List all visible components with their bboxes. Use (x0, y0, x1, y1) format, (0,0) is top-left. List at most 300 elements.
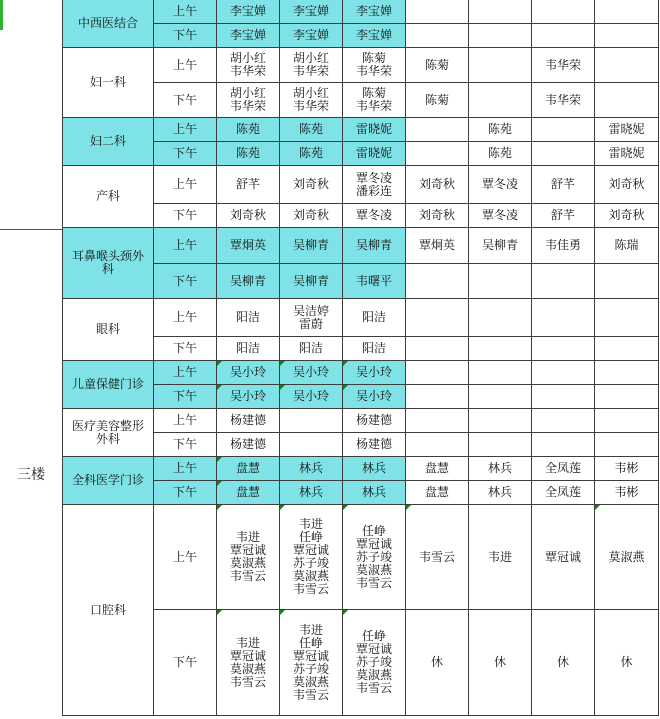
doctor-cell (595, 433, 659, 457)
doctor-name: 李宝婵 (292, 4, 329, 18)
doctor-name: 覃冬凌 (355, 170, 392, 185)
doctor-name: 李宝婵 (229, 4, 266, 18)
doctor-cell (595, 505, 659, 610)
doctor-cell (217, 481, 280, 505)
doctor-cell (280, 48, 343, 83)
doctor-cell (343, 264, 406, 299)
doctor-name: 阳洁 (361, 341, 386, 355)
doctor-name: 林兵 (487, 485, 512, 499)
doctor-name: 莫淑燕 (355, 668, 392, 682)
doctor-name: 阳洁 (235, 341, 260, 355)
doctor-name: 雷晓妮 (608, 122, 645, 136)
doctor-cell (280, 204, 343, 228)
doctor-cell (595, 361, 659, 385)
doctor-cell (280, 457, 343, 481)
doctor-name: 任峥 (298, 635, 323, 650)
doctor-cell (532, 457, 595, 481)
doctor-name: 陈瑞 (614, 238, 639, 252)
doctor-name: 韦华荣 (355, 99, 392, 113)
doctor-cell (406, 505, 469, 610)
doctor-cell (217, 299, 280, 337)
department-cell: 妇二科 (63, 118, 154, 166)
doctor-name: 覃冠诚 (292, 648, 329, 663)
period-cell: 下午 (154, 481, 217, 505)
doctor-name: 胡小红 (292, 86, 329, 100)
doctor-name: 盘慧 (235, 485, 260, 499)
doctor-cell (343, 166, 406, 204)
doctor-cell (343, 0, 406, 24)
doctor-name: 休 (556, 655, 569, 669)
doctor-cell (343, 505, 406, 610)
doctor-cell (280, 385, 343, 409)
doctor-name: 吴洁婷 (292, 303, 329, 318)
doctor-cell (595, 48, 659, 83)
doctor-cell (217, 385, 280, 409)
doctor-cell (595, 457, 659, 481)
doctor-cell (469, 204, 532, 228)
doctor-cell (469, 118, 532, 142)
doctor-cell (217, 0, 280, 24)
department-cell: 全科医学门诊 (63, 457, 154, 505)
doctor-cell (343, 142, 406, 166)
doctor-cell (217, 361, 280, 385)
doctor-cell (595, 481, 659, 505)
doctor-cell (280, 24, 343, 48)
doctor-cell (280, 361, 343, 385)
table-row (63, 228, 659, 264)
doctor-name: 任峥 (361, 523, 386, 538)
period-cell: 上午 (154, 299, 217, 337)
doctor-cell (217, 24, 280, 48)
doctor-cell (406, 83, 469, 118)
doctor-name: 雷蔚 (298, 316, 323, 331)
doctor-name: 陈苑 (235, 122, 260, 136)
doctor-cell (532, 83, 595, 118)
doctor-cell (595, 385, 659, 409)
doctor-cell (343, 299, 406, 337)
doctor-cell (595, 0, 659, 24)
period-cell: 上午 (154, 409, 217, 433)
doctor-name: 陈苑 (298, 146, 323, 160)
doctor-name: 刘奇秋 (608, 177, 645, 191)
doctor-cell (406, 264, 469, 299)
doctor-cell (595, 228, 659, 264)
doctor-name: 莫淑燕 (229, 556, 266, 570)
doctor-cell (595, 264, 659, 299)
doctor-cell (343, 48, 406, 83)
doctor-name: 覃冠诚 (355, 536, 392, 551)
doctor-cell (532, 24, 595, 48)
period-cell: 上午 (154, 48, 217, 83)
doctor-name: 苏子竣 (355, 655, 392, 669)
doctor-cell (532, 337, 595, 361)
doctor-cell (217, 409, 280, 433)
doctor-cell (343, 83, 406, 118)
doctor-cell (406, 481, 469, 505)
doctor-cell (280, 505, 343, 610)
doctor-name: 韦华荣 (292, 99, 329, 113)
period-cell: 下午 (154, 610, 217, 716)
doctor-cell (217, 505, 280, 610)
doctor-cell (406, 142, 469, 166)
doctor-cell (595, 610, 659, 716)
doctor-name: 覃冠诚 (292, 543, 329, 557)
doctor-cell (280, 118, 343, 142)
doctor-name: 刘奇秋 (292, 208, 329, 222)
doctor-name: 陈苑 (235, 146, 260, 160)
sheet-edge-marker (0, 0, 3, 30)
doctor-name: 雷晓妮 (608, 146, 645, 160)
doctor-cell (406, 118, 469, 142)
doctor-cell (406, 0, 469, 24)
doctor-cell (406, 337, 469, 361)
doctor-name: 杨建德 (229, 413, 266, 427)
doctor-cell (532, 433, 595, 457)
doctor-name: 舒芊 (550, 177, 575, 191)
table-row (63, 299, 659, 337)
table-row (63, 505, 659, 610)
doctor-cell (406, 166, 469, 204)
table-row (63, 118, 659, 142)
doctor-cell (343, 337, 406, 361)
doctor-cell (532, 204, 595, 228)
doctor-name: 吴小玲 (229, 389, 266, 403)
doctor-cell (280, 610, 343, 716)
period-cell: 上午 (154, 166, 217, 204)
doctor-name: 雷晓妮 (355, 122, 392, 136)
doctor-name: 覃炯英 (229, 238, 266, 252)
doctor-cell (343, 228, 406, 264)
doctor-name: 韦进 (298, 517, 323, 531)
doctor-name: 盘慧 (235, 461, 260, 475)
doctor-cell (217, 204, 280, 228)
doctor-name: 任峥 (298, 530, 323, 544)
doctor-cell (532, 0, 595, 24)
doctor-cell (217, 337, 280, 361)
doctor-cell (343, 361, 406, 385)
doctor-cell (280, 337, 343, 361)
period-cell: 下午 (154, 337, 217, 361)
doctor-name: 覃冠诚 (229, 543, 266, 557)
doctor-name: 吴小玲 (292, 365, 329, 379)
table-row (63, 166, 659, 204)
doctor-cell (280, 299, 343, 337)
department-cell: 中西医结合 (63, 0, 154, 48)
doctor-cell (532, 299, 595, 337)
doctor-name: 吴柳青 (229, 273, 266, 288)
doctor-name: 苏子竣 (292, 556, 329, 570)
period-cell: 上午 (154, 0, 217, 24)
doctor-name: 陈菊 (424, 92, 449, 107)
doctor-cell (532, 505, 595, 610)
doctor-name: 陈苑 (487, 122, 512, 136)
doctor-name: 韦进 (235, 530, 260, 544)
period-cell: 上午 (154, 361, 217, 385)
doctor-name: 韦佳勇 (544, 238, 581, 252)
doctor-cell (280, 433, 343, 457)
doctor-cell (532, 610, 595, 716)
doctor-cell (595, 204, 659, 228)
doctor-cell (280, 0, 343, 24)
department-cell: 耳鼻喉头颈外科 (63, 228, 154, 299)
doctor-cell (217, 83, 280, 118)
doctor-name: 刘奇秋 (229, 208, 266, 222)
doctor-cell (217, 610, 280, 716)
doctor-name: 林兵 (487, 461, 512, 475)
doctor-cell (406, 457, 469, 481)
doctor-name: 刘奇秋 (608, 208, 645, 222)
doctor-name: 休 (620, 655, 633, 669)
doctor-name: 吴柳青 (292, 238, 329, 252)
doctor-name: 韦雪云 (229, 569, 266, 583)
doctor-cell (532, 142, 595, 166)
doctor-name: 韦曙平 (355, 273, 392, 288)
doctor-name: 吴小玲 (292, 389, 329, 403)
doctor-name: 韦雪云 (355, 575, 392, 590)
doctor-name: 韦雪云 (229, 674, 266, 689)
doctor-name: 胡小红 (292, 51, 329, 65)
doctor-name: 莫淑燕 (355, 562, 392, 577)
doctor-cell (280, 228, 343, 264)
period-cell: 上午 (154, 457, 217, 481)
doctor-cell (217, 118, 280, 142)
department-cell: 眼科 (63, 299, 154, 361)
doctor-cell (595, 409, 659, 433)
doctor-cell (406, 24, 469, 48)
doctor-cell (217, 264, 280, 299)
doctor-name: 阳洁 (361, 310, 386, 324)
doctor-name: 吴小玲 (229, 365, 266, 379)
doctor-name: 覃炯英 (418, 238, 455, 252)
doctor-name: 潘彩连 (355, 183, 392, 198)
doctor-cell (595, 337, 659, 361)
doctor-cell (595, 83, 659, 118)
doctor-cell (217, 228, 280, 264)
doctor-name: 林兵 (298, 485, 323, 499)
doctor-name: 任峥 (361, 629, 386, 643)
doctor-cell (469, 610, 532, 716)
doctor-cell (469, 505, 532, 610)
doctor-name: 韦进 (487, 549, 512, 564)
doctor-cell (343, 433, 406, 457)
department-cell: 儿童保健门诊 (63, 361, 154, 409)
doctor-name: 胡小红 (229, 86, 266, 100)
doctor-cell (406, 299, 469, 337)
doctor-cell (343, 118, 406, 142)
doctor-cell (595, 299, 659, 337)
doctor-name: 韦雪云 (418, 549, 455, 564)
doctor-name: 莫淑燕 (229, 661, 266, 676)
doctor-name: 阳洁 (298, 341, 323, 355)
doctor-name: 林兵 (298, 461, 323, 475)
doctor-cell (343, 481, 406, 505)
doctor-cell (595, 118, 659, 142)
doctor-cell (595, 24, 659, 48)
doctor-name: 苏子竣 (355, 549, 392, 564)
period-cell: 下午 (154, 264, 217, 299)
floor-label: 三楼 (17, 467, 45, 483)
doctor-cell (280, 481, 343, 505)
period-cell: 上午 (154, 505, 217, 610)
doctor-name: 林兵 (361, 485, 386, 499)
doctor-name: 韦彬 (614, 461, 639, 475)
doctor-name: 刘奇秋 (418, 208, 455, 222)
doctor-name: 李宝婵 (355, 28, 392, 42)
department-cell: 口腔科 (63, 505, 154, 716)
doctor-cell (469, 166, 532, 204)
doctor-name: 吴小玲 (355, 365, 392, 379)
doctor-cell (406, 204, 469, 228)
department-cell: 医疗美容整形外科 (63, 409, 154, 457)
doctor-cell (595, 142, 659, 166)
doctor-name: 苏子竣 (292, 661, 329, 676)
doctor-name: 陈菊 (361, 86, 386, 100)
doctor-name: 杨建德 (229, 437, 266, 451)
doctor-cell (343, 24, 406, 48)
doctor-name: 覃冠诚 (355, 642, 392, 656)
doctor-name: 韦华荣 (355, 64, 392, 78)
doctor-cell (469, 48, 532, 83)
doctor-name: 韦华荣 (544, 57, 581, 72)
doctor-cell (532, 481, 595, 505)
doctor-cell (343, 409, 406, 433)
doctor-name: 盘慧 (424, 485, 449, 499)
doctor-cell (406, 48, 469, 83)
doctor-name: 陈苑 (298, 122, 323, 136)
doctor-name: 韦彬 (614, 485, 639, 499)
doctor-cell (343, 385, 406, 409)
doctor-name: 吴柳青 (481, 238, 518, 252)
doctor-name: 韦雪云 (292, 582, 329, 596)
doctor-name: 李宝婵 (355, 4, 392, 18)
doctor-name: 陈菊 (361, 51, 386, 65)
doctor-name: 胡小红 (229, 51, 266, 65)
table-row (63, 409, 659, 433)
doctor-cell (469, 228, 532, 264)
table-row (63, 0, 659, 24)
doctor-cell (532, 264, 595, 299)
doctor-cell (343, 457, 406, 481)
doctor-name: 韦进 (235, 635, 260, 650)
doctor-cell (217, 457, 280, 481)
department-cell: 产科 (63, 166, 154, 228)
doctor-cell (280, 264, 343, 299)
doctor-cell (469, 409, 532, 433)
doctor-name: 全凤莲 (544, 461, 581, 475)
doctor-cell (469, 385, 532, 409)
period-cell: 下午 (154, 24, 217, 48)
doctor-cell (469, 83, 532, 118)
doctor-cell (406, 610, 469, 716)
schedule-table (62, 0, 659, 716)
period-cell: 上午 (154, 118, 217, 142)
period-cell: 下午 (154, 385, 217, 409)
doctor-cell (280, 142, 343, 166)
doctor-name: 休 (430, 655, 443, 669)
doctor-name: 韦雪云 (355, 681, 392, 695)
doctor-cell (343, 610, 406, 716)
doctor-name: 韦华荣 (292, 64, 329, 78)
table-row (63, 457, 659, 481)
doctor-name: 覃冬凌 (481, 208, 518, 222)
doctor-name: 韦华荣 (229, 64, 266, 78)
doctor-cell (532, 118, 595, 142)
doctor-cell (469, 481, 532, 505)
doctor-name: 莫淑燕 (292, 569, 329, 583)
doctor-cell (532, 385, 595, 409)
doctor-cell (469, 361, 532, 385)
doctor-cell (532, 166, 595, 204)
doctor-cell (406, 433, 469, 457)
doctor-name: 覃冠诚 (229, 648, 266, 663)
doctor-name: 韦进 (298, 622, 323, 637)
period-cell: 下午 (154, 433, 217, 457)
doctor-name: 杨建德 (355, 413, 392, 427)
doctor-cell (406, 385, 469, 409)
doctor-cell (406, 361, 469, 385)
doctor-cell (280, 409, 343, 433)
doctor-cell (469, 457, 532, 481)
doctor-name: 韦雪云 (292, 687, 329, 702)
doctor-cell (217, 142, 280, 166)
doctor-cell (280, 166, 343, 204)
period-cell: 下午 (154, 204, 217, 228)
doctor-name: 陈苑 (487, 146, 512, 160)
department-cell: 妇一科 (63, 48, 154, 118)
period-cell: 上午 (154, 228, 217, 264)
doctor-name: 莫淑燕 (292, 674, 329, 689)
doctor-name: 覃冬凌 (355, 208, 392, 222)
doctor-name: 李宝婵 (229, 28, 266, 42)
doctor-name: 吴柳青 (355, 238, 392, 252)
table-row (63, 48, 659, 83)
doctor-name: 舒芊 (235, 177, 260, 191)
doctor-cell (469, 24, 532, 48)
doctor-name: 韦华荣 (229, 99, 266, 113)
doctor-name: 陈菊 (424, 57, 449, 72)
doctor-cell (532, 228, 595, 264)
doctor-cell (406, 228, 469, 264)
period-cell: 下午 (154, 142, 217, 166)
doctor-name: 吴小玲 (355, 389, 392, 403)
doctor-cell (343, 204, 406, 228)
doctor-name: 吴柳青 (292, 273, 329, 288)
doctor-name: 阳洁 (235, 310, 260, 324)
doctor-name: 杨建德 (355, 437, 392, 451)
doctor-name: 舒芊 (550, 208, 575, 222)
doctor-cell (217, 48, 280, 83)
doctor-cell (469, 142, 532, 166)
period-cell: 下午 (154, 83, 217, 118)
doctor-name: 刘奇秋 (292, 177, 329, 191)
doctor-name: 林兵 (361, 461, 386, 475)
doctor-cell (469, 433, 532, 457)
doctor-name: 莫淑燕 (608, 549, 645, 564)
doctor-cell (469, 264, 532, 299)
doctor-cell (469, 299, 532, 337)
doctor-cell (217, 166, 280, 204)
doctor-cell (280, 83, 343, 118)
doctor-name: 刘奇秋 (418, 177, 455, 191)
doctor-cell (406, 409, 469, 433)
doctor-cell (469, 0, 532, 24)
doctor-name: 覃冠诚 (544, 549, 581, 564)
doctor-name: 全凤莲 (544, 485, 581, 499)
doctor-name: 覃冬凌 (481, 177, 518, 191)
doctor-name: 雷晓妮 (355, 146, 392, 160)
doctor-cell (532, 361, 595, 385)
doctor-cell (532, 48, 595, 83)
